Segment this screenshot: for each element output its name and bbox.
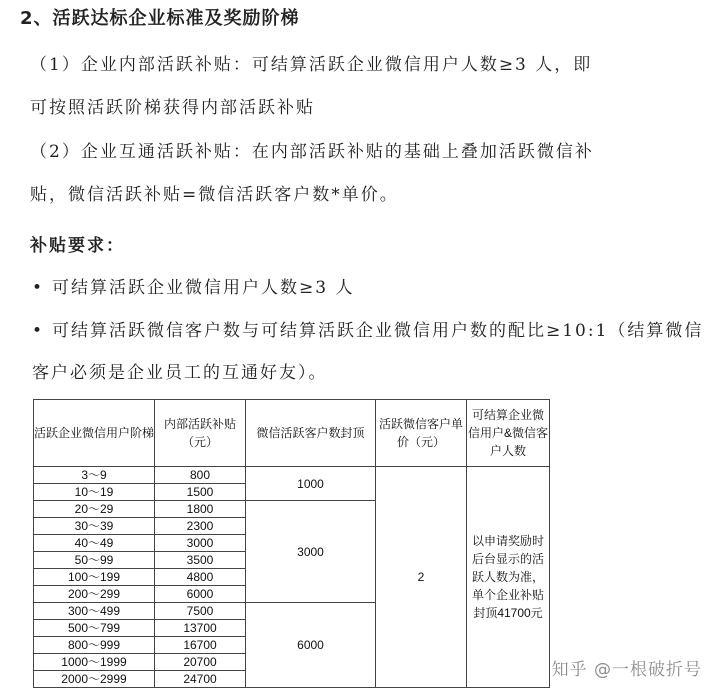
subsidy-tier-table [33,399,550,688]
tier-cell: 20～29 [34,501,155,518]
requirement-item-2 [32,316,703,341]
paragraph-internal-subsidy: （1）企业内部活跃补贴：可结算活跃企业微信用户人数≥3 人，即 [30,55,593,75]
subsidy-cell: 16700 [155,637,246,654]
cap-cell: 3000 [246,501,376,603]
tier-cell: 200～299 [34,586,155,603]
bullet-icon: • [32,278,45,298]
tier-cell: 300～499 [34,603,155,620]
table-header-row [34,400,550,467]
header-internal-subsidy: 内部活跃补贴（元） [155,400,246,467]
subsidy-cell: 24700 [155,671,246,688]
subsidy-requirements-title: 补贴要求： [30,236,125,256]
subsidy-cell: 800 [155,467,246,484]
subsidy-cell: 3000 [155,535,246,552]
tier-cell: 2000～2999 [34,671,155,688]
subsidy-cell: 20700 [155,654,246,671]
tier-cell: 1000～1999 [34,654,155,671]
tier-cell: 100～199 [34,569,155,586]
cap-cell: 6000 [246,603,376,688]
tier-cell: 3～9 [34,467,155,484]
tier-cell: 800～999 [34,637,155,654]
subsidy-cell: 7500 [155,603,246,620]
watermark-text: 知乎 @一根破折号 [551,660,702,680]
paragraph-internal-subsidy-cont: 可按照活跃阶梯获得内部活跃补贴 [30,98,315,118]
note-cell: 以申请奖励时后台显示的活跃人数为准，单个企业补贴封顶41700元 [467,467,550,688]
subsidy-cell: 13700 [155,620,246,637]
subsidy-cell: 6000 [155,586,246,603]
subsidy-cell: 3500 [155,552,246,569]
subsidy-cell: 4800 [155,569,246,586]
subsidy-cell: 2300 [155,518,246,535]
table-row [34,467,550,484]
requirement-item-2-cont: 客户必须是企业员工的互通好友）。 [32,363,328,383]
bullet-icon: • [32,321,45,341]
header-settlement-count: 可结算企业微信用户&微信客户人数 [467,400,550,467]
tier-cell: 10～19 [34,484,155,501]
paragraph-interop-subsidy-cont: 贴，微信活跃补贴=微信活跃客户数*单价。 [30,185,399,205]
section-heading: 2、活跃达标企业标准及奖励阶梯 [20,8,300,29]
requirement-text: 可结算活跃微信客户数与可结算活跃企业微信用户数的配比≥10:1（结算微信 [52,321,704,341]
tier-cell: 50～99 [34,552,155,569]
subsidy-cell: 1500 [155,484,246,501]
header-unit-price: 活跃微信客户单价（元） [376,400,467,467]
cap-cell: 1000 [246,467,376,501]
requirement-item-1 [32,273,354,298]
tier-cell: 40～49 [34,535,155,552]
tier-cell: 30～39 [34,518,155,535]
paragraph-interop-subsidy: （2）企业互通活跃补贴：在内部活跃补贴的基础上叠加活跃微信补 [30,142,594,162]
subsidy-cell: 1800 [155,501,246,518]
header-tier: 活跃企业微信用户阶梯 [34,400,155,467]
tier-cell: 500～799 [34,620,155,637]
unit-price-cell: 2 [376,467,467,688]
requirement-text: 可结算活跃企业微信用户人数≥3 人 [52,278,355,298]
header-customer-cap: 微信活跃客户数封顶 [246,400,376,467]
